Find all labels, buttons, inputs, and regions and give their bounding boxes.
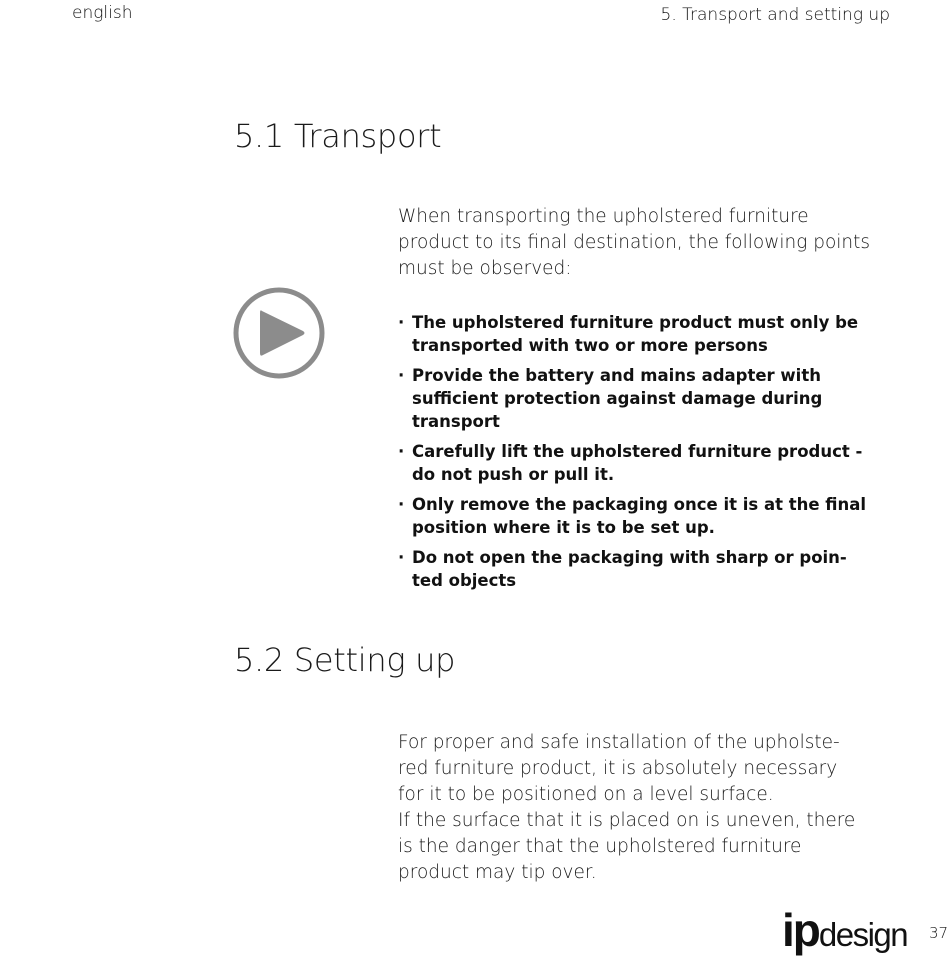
list-item bbox=[398, 311, 883, 357]
setup-text bbox=[398, 730, 883, 886]
bullet-line: do not push or pull it. bbox=[412, 465, 615, 484]
header-chapter: 5. Transport and setting up bbox=[660, 5, 890, 25]
section-title-setting-up: 5.2 Setting up bbox=[234, 641, 456, 679]
section-title-transport: 5.1 Transport bbox=[234, 117, 442, 155]
header-language: english bbox=[72, 3, 133, 23]
bullet-line: position where it is to be set up. bbox=[412, 518, 715, 537]
transport-intro-line: must be observed: bbox=[398, 258, 572, 279]
transport-intro-line: When transporting the upholstered furniture bbox=[398, 206, 809, 227]
bullet-marker: · bbox=[398, 495, 405, 514]
bullet-marker: · bbox=[398, 366, 405, 385]
bullet-line: ted objects bbox=[412, 571, 517, 590]
setup-text-line: is the danger that the upholstered furniture bbox=[398, 836, 802, 857]
bullet-line: The upholstered furniture product must only be bbox=[412, 313, 859, 332]
play-icon[interactable] bbox=[233, 287, 325, 379]
list-item bbox=[398, 364, 883, 433]
bullet-line: Only remove the packaging once it is at the final bbox=[412, 495, 867, 514]
setup-text-line: product may tip over. bbox=[398, 862, 597, 883]
logo-ip: ip bbox=[782, 904, 819, 956]
transport-intro bbox=[398, 204, 883, 282]
bullet-line: Provide the battery and mains adapter with bbox=[412, 366, 821, 385]
logo-design: design bbox=[818, 916, 908, 953]
setup-text-line: For proper and safe installation of the upholste- bbox=[398, 732, 840, 753]
bullet-line: Do not open the packaging with sharp or poin- bbox=[412, 548, 847, 567]
bullet-marker: · bbox=[398, 313, 405, 332]
bullet-line: sufficient protection against damage during bbox=[412, 389, 823, 408]
page-number: 37 bbox=[929, 924, 949, 942]
bullet-line: Carefully lift the upholstered furniture product - bbox=[412, 442, 863, 461]
ip-design-logo bbox=[782, 903, 907, 957]
setup-text-line: red furniture product, it is absolutely necessary bbox=[398, 758, 838, 779]
transport-bullet-list bbox=[398, 311, 883, 599]
setup-text-line: If the surface that it is placed on is uneven, there bbox=[398, 810, 856, 831]
list-item bbox=[398, 546, 883, 592]
bullet-line: transported with two or more persons bbox=[412, 336, 768, 355]
bullet-marker: · bbox=[398, 548, 405, 567]
transport-intro-line: product to its final destination, the following points bbox=[398, 232, 871, 253]
bullet-line: transport bbox=[412, 412, 500, 431]
setup-text-line: for it to be positioned on a level surface. bbox=[398, 784, 774, 805]
bullet-marker: · bbox=[398, 442, 405, 461]
list-item bbox=[398, 440, 883, 486]
list-item bbox=[398, 493, 883, 539]
